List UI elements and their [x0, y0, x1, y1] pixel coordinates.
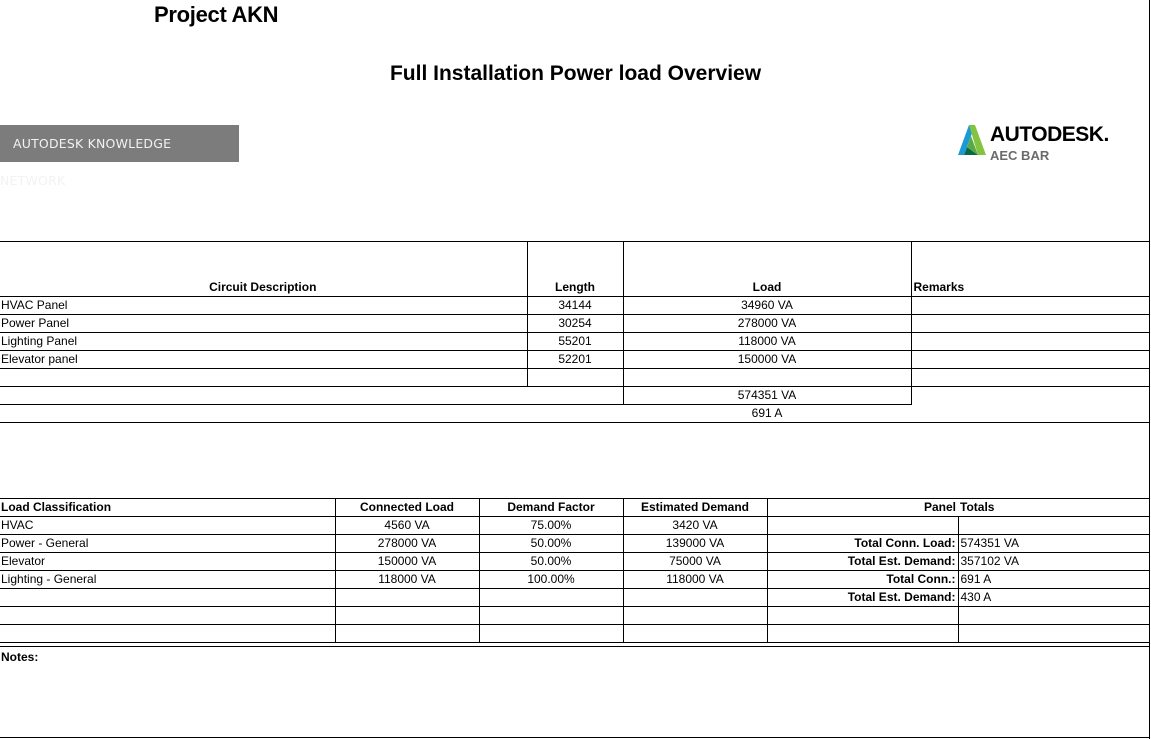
notes-section	[0, 646, 1149, 738]
circuit-length: 30254	[527, 315, 623, 333]
circuit-length: 34144	[527, 297, 623, 315]
connected-load: 4560 VA	[335, 517, 479, 535]
panel-totals-header: Panel	[767, 499, 958, 517]
panel-totals-header-cont: Totals	[958, 499, 1150, 517]
load-classification: HVAC	[0, 517, 335, 535]
akn-banner: AUTODESK KNOWLEDGE NETWORK	[0, 125, 239, 162]
circuit-remarks	[911, 297, 1150, 315]
panel-total-label: Total Est. Demand:	[767, 589, 958, 607]
load-classification: Power - General	[0, 535, 335, 553]
circuit-description: Lighting Panel	[0, 333, 527, 351]
table-row	[0, 351, 1150, 369]
table-row	[0, 297, 1150, 315]
autodesk-logo	[958, 123, 1118, 165]
table-row	[0, 589, 1150, 607]
load-classification: Lighting - General	[0, 571, 335, 589]
connected-load: 118000 VA	[335, 571, 479, 589]
circuit-load: 118000 VA	[623, 333, 911, 351]
demand-factor: 50.00%	[479, 535, 623, 553]
panel-total-value: 430 A	[958, 589, 1150, 607]
load-header: Load	[623, 242, 911, 297]
circuit-description: Power Panel	[0, 315, 527, 333]
total-load-row	[0, 387, 1150, 405]
table-row	[0, 535, 1150, 553]
project-name: Project AKN	[154, 2, 279, 27]
panel-total-value: 691 A	[958, 571, 1150, 589]
panel-total-label: Total Conn.:	[767, 571, 958, 589]
connected-load: 278000 VA	[335, 535, 479, 553]
demand-factor: 100.00%	[479, 571, 623, 589]
estimated-demand: 3420 VA	[623, 517, 767, 535]
table-row	[0, 571, 1150, 589]
panel-total-label: Total Conn. Load:	[767, 535, 958, 553]
circuit-load: 150000 VA	[623, 351, 911, 369]
estimated-demand-header: Estimated Demand	[623, 499, 767, 517]
circuit-table	[0, 241, 1150, 423]
circuit-length: 52201	[527, 351, 623, 369]
load-classification: Elevator	[0, 553, 335, 571]
length-header: Length	[527, 242, 623, 297]
notes-label: Notes:	[1, 650, 39, 664]
table-row	[0, 607, 1150, 625]
estimated-demand: 139000 VA	[623, 535, 767, 553]
panel-total-label: Total Est. Demand:	[767, 553, 958, 571]
circuit-description: Elevator panel	[0, 351, 527, 369]
classification-header-row	[0, 499, 1150, 517]
circuit-description: HVAC Panel	[0, 297, 527, 315]
circuit-remarks	[911, 333, 1150, 351]
table-row	[0, 517, 1150, 535]
connected-load: 150000 VA	[335, 553, 479, 571]
estimated-demand: 75000 VA	[623, 553, 767, 571]
load-classification-table	[0, 498, 1150, 643]
autodesk-a-icon	[958, 125, 986, 155]
connected-load-header: Connected Load	[335, 499, 479, 517]
autodesk-wordmark: AUTODESK.	[990, 123, 1109, 146]
table-row	[0, 315, 1150, 333]
circuit-length: 55201	[527, 333, 623, 351]
demand-factor: 50.00%	[479, 553, 623, 571]
estimated-demand: 118000 VA	[623, 571, 767, 589]
total-current-row	[0, 405, 1150, 423]
table-row	[0, 369, 1150, 387]
circuit-description-header: Circuit Description	[0, 242, 527, 297]
panel-total-value: 574351 VA	[958, 535, 1150, 553]
table-row	[0, 333, 1150, 351]
circuit-remarks	[911, 315, 1150, 333]
table-row	[0, 625, 1150, 643]
load-classification-header: Load Classification	[0, 499, 335, 517]
total-current: 691 A	[623, 405, 911, 423]
panel-total-value: 357102 VA	[958, 553, 1150, 571]
aec-bar-label: AEC BAR	[990, 148, 1050, 163]
total-load: 574351 VA	[623, 387, 911, 405]
circuit-load: 34960 VA	[623, 297, 911, 315]
report-title: Full Installation Power load Overview	[389, 62, 762, 85]
table-row	[0, 553, 1150, 571]
demand-factor: 75.00%	[479, 517, 623, 535]
circuit-remarks	[911, 351, 1150, 369]
remarks-header: Remarks	[911, 242, 1150, 297]
circuit-header-row	[0, 242, 1150, 297]
demand-factor-header: Demand Factor	[479, 499, 623, 517]
circuit-load: 278000 VA	[623, 315, 911, 333]
